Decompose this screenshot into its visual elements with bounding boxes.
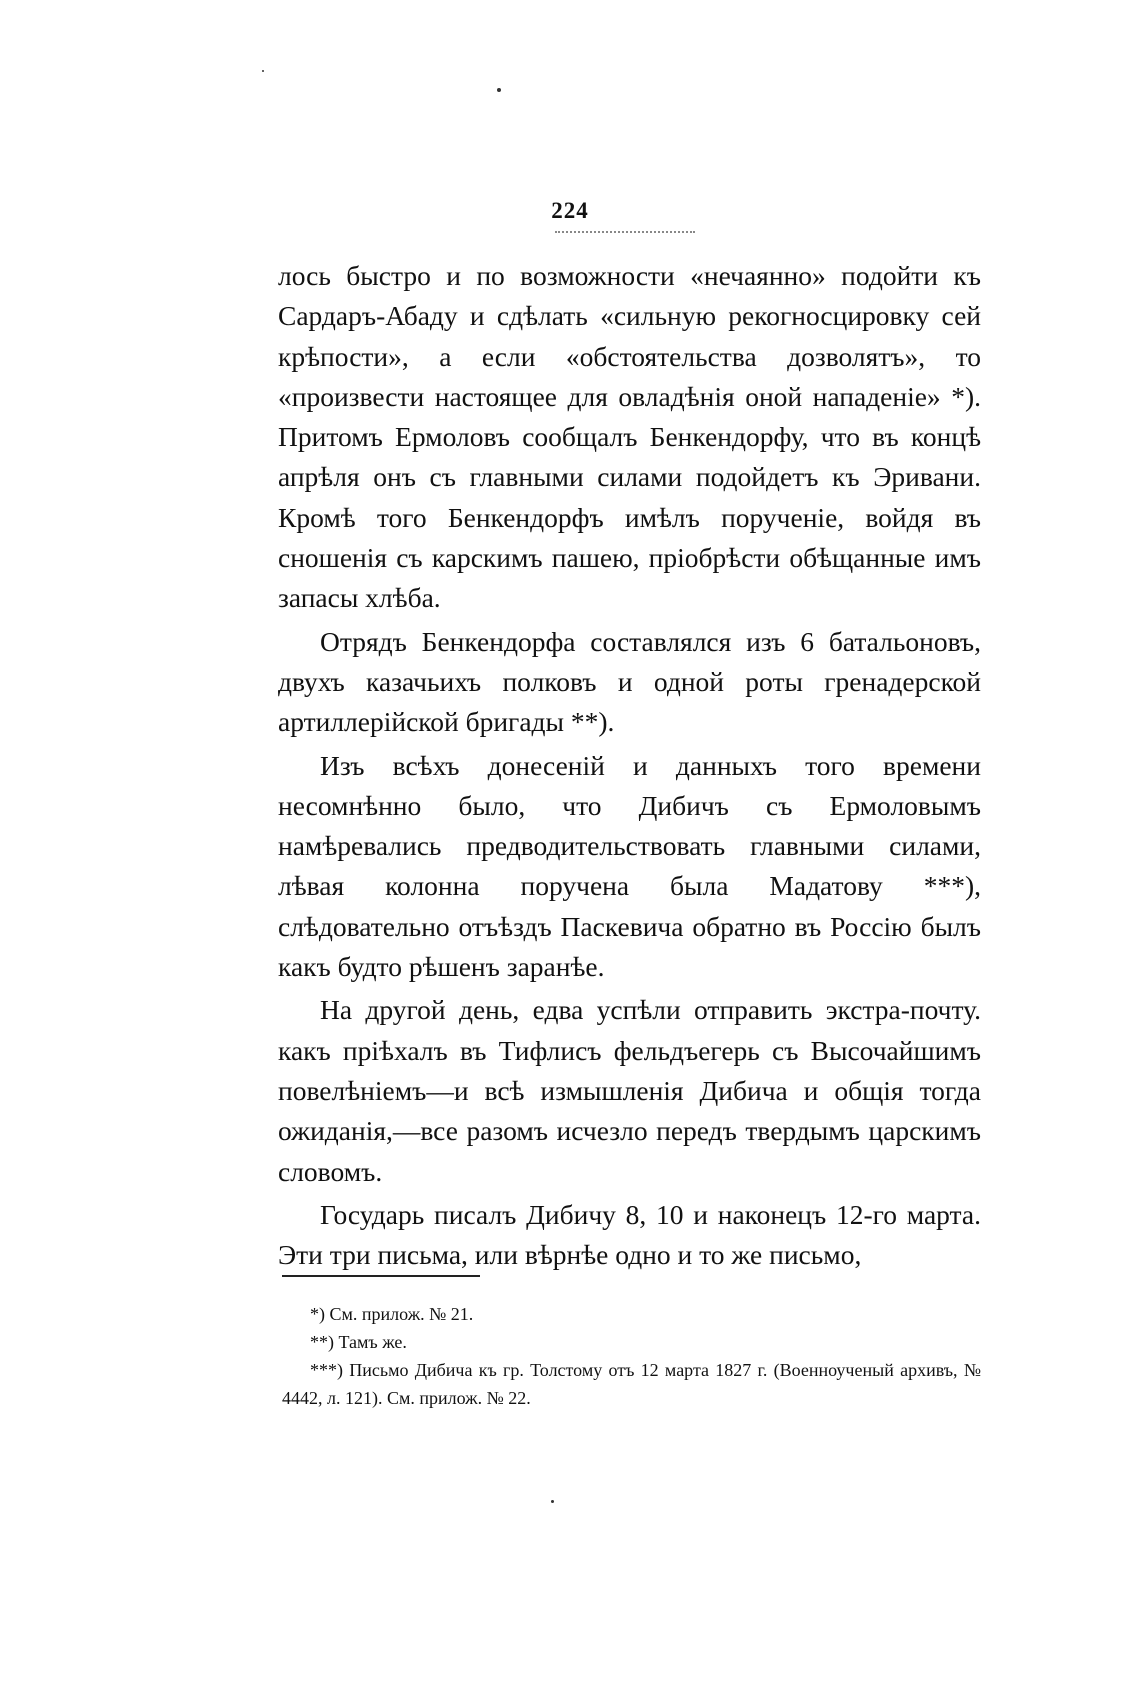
footnote-3: ***) Письмо Дибича къ гр. Толстому отъ 12 марта 1827 г. (Военноученый архивъ, № 4442, л. 121). См. прилож. № 22. bbox=[282, 1360, 981, 1408]
paragraph-1: лось быстро и по возможности «нечаянно» подойти къ Сардаръ-Абаду и сдѣлать «сильную рекогносцировку сей крѣпости», а если «обстоятельства дозволятъ», то «произвести настоящее для овладѣнія оной нападеніе» *). Притомъ Ермоловъ сообщалъ Бенкендорфу, что въ концѣ апрѣля онъ съ главными силами подойдетъ къ Эривани. Кромѣ того Бенкендорфъ имѣлъ порученіе, войдя въ сношенія съ карскимъ пашею, пріобрѣсти обѣщанные имъ запасы хлѣба. bbox=[278, 260, 981, 614]
scan-speck bbox=[262, 70, 264, 72]
paragraph-5: Государь писалъ Дибичу 8, 10 и наконецъ 12-го марта. Эти три письма, или вѣрнѣе одно и то же письмо, bbox=[278, 1198, 981, 1271]
scan-speck bbox=[497, 88, 501, 92]
paragraph-4: На другой день, едва успѣли отправить экстра-почту. какъ пріѣхалъ въ Тифлисъ фельдъегерь съ Высочайшимъ повелѣніемъ—и всѣ измышленія Дибича и общія тогда ожиданія,—все разомъ исчезло передъ твердымъ царскимъ словомъ. bbox=[278, 994, 981, 1187]
paragraph-3: Изъ всѣхъ донесеній и данныхъ того времени несомнѣнно было, что Дибичъ съ Ермоловымъ намѣревались предводительствовать главными силами, лѣвая колонна поручена была Мадатову ***), слѣдовательно отъѣздъ Паскевича обратно въ Россію былъ какъ будто рѣшенъ заранѣе. bbox=[278, 749, 981, 983]
body-text bbox=[278, 256, 981, 1275]
scan-speck bbox=[551, 1500, 554, 1503]
footnotes bbox=[282, 1300, 981, 1412]
page-number: 224 bbox=[551, 198, 589, 223]
footnote-divider bbox=[282, 1275, 480, 1277]
footnote-1: *) См. прилож. № 21. bbox=[310, 1304, 474, 1324]
footnote-2: **) Тамъ же. bbox=[310, 1332, 407, 1352]
page-number-underline bbox=[555, 231, 695, 233]
paragraph-2: Отрядъ Бенкендорфа составлялся изъ 6 батальоновъ, двухъ казачьихъ полковъ и одной роты гренадерской артиллерійской бригады **). bbox=[278, 625, 981, 738]
